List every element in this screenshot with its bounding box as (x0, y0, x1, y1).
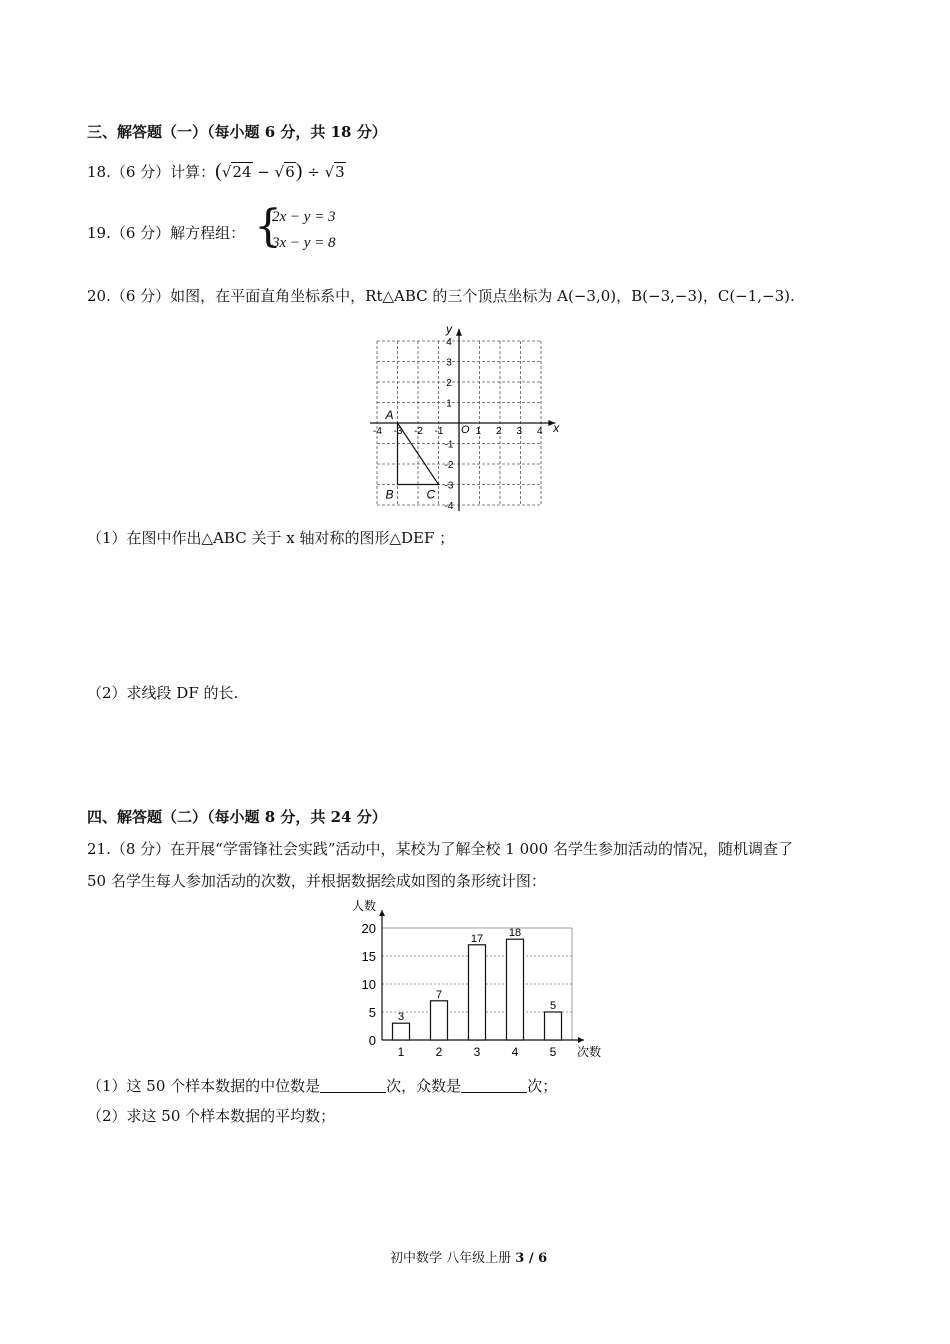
q18-radicand2: 6 (285, 163, 295, 181)
q18-label: 18.（6 分）计算： (87, 163, 216, 181)
page-footer (390, 1247, 547, 1266)
y-tick-label: -2 (444, 460, 454, 471)
bar-value-label: 3 (397, 1011, 405, 1024)
y-tick-label: 3 (446, 357, 452, 369)
x-tick-label: 3 (473, 1045, 481, 1059)
x-tick-label: -2 (414, 426, 423, 437)
q21-part1-b: 次，众数是 (386, 1077, 462, 1095)
bar-2 (431, 1001, 448, 1040)
q21-part1-a: （1）这 50 个样本数据的中位数是 (87, 1077, 321, 1095)
bar-4 (507, 939, 524, 1040)
bar-5 (545, 1012, 562, 1040)
q18-div: ÷ (307, 163, 320, 181)
median-answer-blank[interactable] (320, 1078, 386, 1093)
section4-title: 四、解答题（二）（每小题 8 分，共 24 分） (87, 808, 387, 826)
origin-label: O (461, 424, 470, 436)
y-tick-label: 1 (446, 398, 452, 410)
footer-text: 初中数学 八年级上册 (390, 1251, 516, 1266)
bar-3 (469, 945, 486, 1040)
y-tick-label: -3 (444, 480, 454, 492)
q21-part1 (87, 1075, 557, 1096)
vertex-label-b: B (385, 487, 394, 502)
q19-eq2: 3x − y = 8 (272, 235, 336, 251)
y-tick-label: 10 (361, 977, 376, 992)
y-tick-label: 5 (368, 1005, 376, 1020)
bar-value-label: 5 (549, 1000, 557, 1012)
y-tick-label: 0 (368, 1033, 376, 1048)
x-axis-label: 次数 (577, 1045, 602, 1059)
q19-eq1: 2x − y = 3 (272, 209, 336, 225)
y-tick-label: 20 (361, 921, 376, 936)
y-tick-label: 15 (361, 949, 376, 964)
bar-1 (393, 1023, 410, 1040)
y-axis-arrow-icon (456, 329, 462, 336)
x-axis-label: x (553, 421, 560, 435)
page-number: 3 / 6 (515, 1251, 548, 1266)
q18-minus: − (257, 163, 270, 181)
x-tick-label: 2 (496, 426, 502, 437)
bar-value-label: 7 (435, 988, 443, 1001)
y-tick-label: 4 (446, 337, 452, 348)
x-tick-label: 3 (516, 426, 523, 437)
bar-value-label: 18 (508, 927, 522, 940)
y-axis-label: 人数 (352, 899, 377, 913)
q21-part2: （2）求这 50 个样本数据的平均数； (87, 1107, 336, 1125)
q20-part2: （2）求线段 DF 的长. (87, 684, 239, 702)
vertex-label-c: C (426, 487, 436, 502)
q19-label: 19.（6 分）解方程组： (87, 224, 246, 242)
x-tick-label: 1 (397, 1045, 405, 1059)
system-brace: { (254, 201, 282, 252)
q21-line2: 50 名学生每人参加活动的次数，并根据数据绘成如图的条形统计图： (87, 872, 546, 890)
q21-line1: 21.（8 分）在开展“学雷锋社会实践”活动中，某校为了解全校 1 000 名学生参加活动的情况，随机调查了 (87, 840, 793, 858)
q21-part1-c: 次； (527, 1077, 558, 1095)
bar-value-label: 17 (470, 932, 484, 945)
vertex-label-a: A (385, 408, 394, 422)
y-tick-label: -4 (444, 501, 454, 512)
y-axis-label: y (446, 321, 452, 336)
q18-radicand3: 3 (335, 163, 345, 181)
y-axis-arrow-icon (379, 910, 385, 916)
q18: 18.（6 分）计算：(√24 − √6) ÷ √3 (87, 160, 345, 182)
section3-title: 三、解答题（一）（每小题 6 分，共 18 分） (87, 123, 387, 141)
x-tick-label: 5 (549, 1045, 557, 1059)
x-tick-label: 1 (475, 426, 482, 437)
bar-chart (340, 898, 610, 1063)
x-tick-label: -4 (373, 426, 382, 437)
q20-text: 20.（6 分）如图，在平面直角坐标系中，Rt△ABC 的三个顶点坐标为 A(−3,0)，B(−3,−3)，C(−1,−3). (87, 287, 795, 305)
x-tick-label: -1 (434, 426, 444, 437)
x-axis-arrow-icon (578, 1037, 584, 1043)
x-tick-label: -3 (393, 426, 403, 437)
coordinate-grid-figure (370, 310, 585, 520)
x-tick-label: 4 (511, 1045, 519, 1059)
mode-answer-blank[interactable] (461, 1078, 527, 1093)
q20-part1: （1）在图中作出△ABC 关于 x 轴对称的图形△DEF ； (87, 529, 455, 547)
y-tick-label: 2 (446, 378, 452, 389)
x-tick-label: 4 (537, 426, 543, 437)
y-tick-label: -1 (444, 439, 454, 451)
x-tick-label: 2 (435, 1045, 443, 1059)
q18-radicand1: 24 (232, 163, 252, 181)
